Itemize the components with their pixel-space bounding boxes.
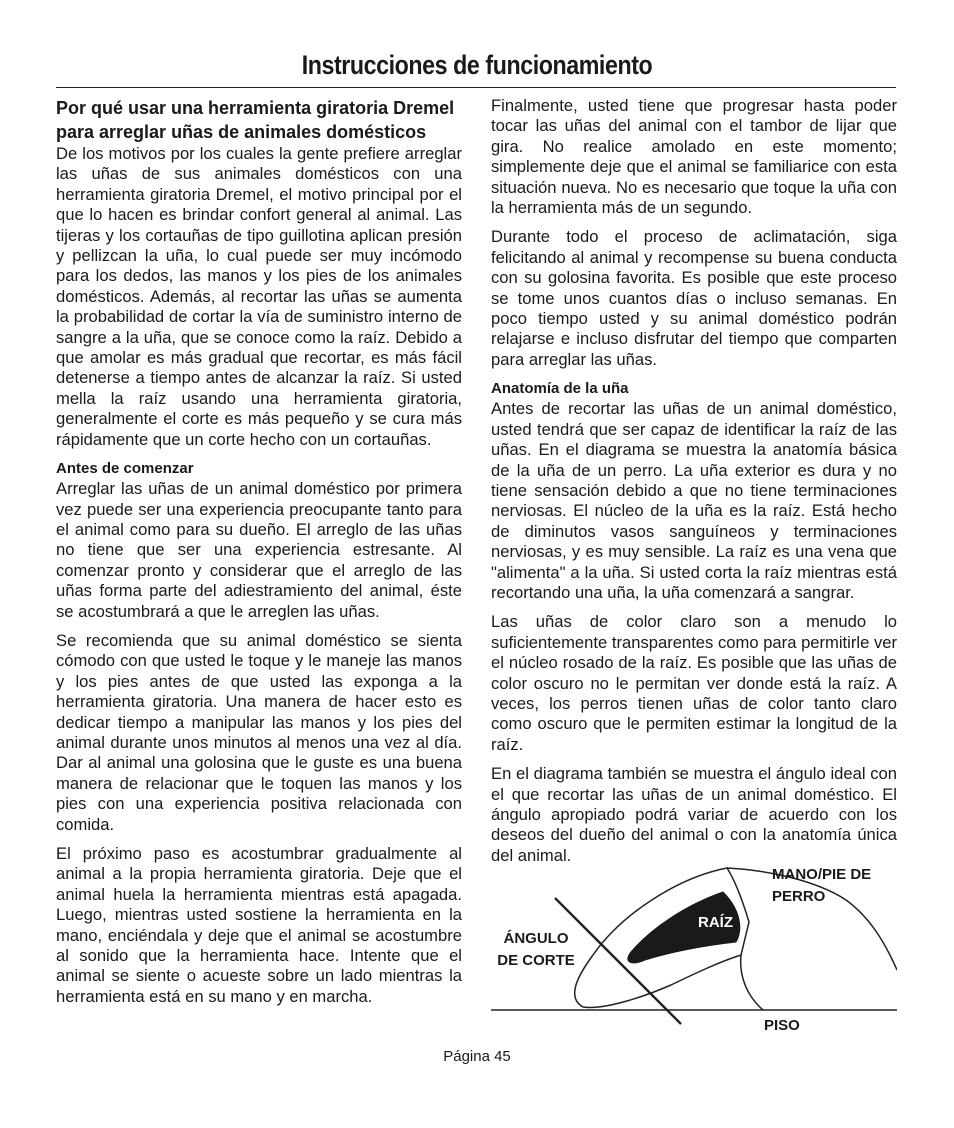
paragraph: El próximo paso es acostumbrar gradualmente al animal a la propia herramienta giratoria. Deje que el animal huela la herramienta mientras está apagada. Luego, mientras usted sostiene la herramienta en la mano, enciéndala y deje que el animal se acostumbre al sonido que la herramienta hace. Intente que el animal se siente o acueste sobre un lado mientras la herramienta está en su mano y en marcha. [56,844,462,1006]
paragraph: Finalmente, usted tiene que progresar hasta poder tocar las uñas del animal con el tambor de lijar que gira. No realice amolado en este momento; simplemente deje que el animal se familiarice con esta situación nueva. No es necesario que toque la uña con la herramienta más de un segundo. [491,96,897,218]
floor-label: PISO [764,1017,800,1034]
subheading-antes: Antes de comenzar [56,460,194,478]
paragraph: Se recomienda que su animal doméstico se sienta cómodo con que usted le toque y le maneje las manos y los pies antes de que usted las exponga a la herramienta giratoria. Una manera de hacer esto es dedicar tiempo a manipular las manos y los pies del animal durante unos minutos al menos una vez al día. Dar al animal una golosina que le guste es una buena manera de relacionar que le toquen las manos y los pies con una experiencia positiva relacionada con comida. [56,630,462,834]
paragraph: Antes de recortar las uñas de un animal doméstico, usted tendrá que ser capaz de identificar la raíz de las uñas. En el diagrama se muestra la anatomía básica de la uña de un perro. La uña exterior es dura y no tiene sensación debido a que no tiene terminaciones nerviosas. El núcleo de la uña es la raíz. Está hecho de diminutos vasos sanguíneos y terminaciones nerviosas, y es muy sensible. La raíz es una vena que "alimenta" a la uña. Si usted corta la raíz mientras está recortando una uña, la uña comenzará a sangrar. [491,399,897,602]
cut-angle-label: ÁNGULO DE CORTE [497,930,575,969]
paragraph: Arreglar las uñas de un animal doméstico por primera vez puede ser una experiencia preocupante tanto para el animal como para su dueño. El arreglo de las uñas no tiene que ser una experiencia estresante. Al comenzar pronto y considerar que el arreglo de las uñas forma parte del adiestramiento del animal, éste se acostumbrará a que le arreglen las uñas. [56,479,462,621]
intro-paragraph: De los motivos por los cuales la gente prefiere arreglar las uñas de sus animales domésticos con una herramienta giratoria Dremel, el motivo principal por el que lo hacen es brindar confort general al animal. Las tijeras y los cortauñas de tipo guillotina aplican presión y pellizcan la uña, lo cual puede ser muy incómodo para los dedos, las manos y los pies de los animales domésticos. Además, al recortar las uñas se aumenta la probabilidad de cortar la vía de suministro interno de sangre a la uña, que se conoce como la raíz. Debido a que amolar es más gradual que recortar, es más fácil detenerse a tiempo antes de alcanzar la raíz. Si usted mella la raíz usando una herramienta giratoria, generalmente el corte es más pequeño y se cura más rápidamente que un corte hecho con un cortauñas. [56,144,462,449]
nail-anatomy-diagram [491,860,897,1034]
paragraph: Durante todo el proceso de aclimatación, siga felicitando al animal y recompense su buena conducta con su golosina favorita. Es posible que este proceso se tome unos cuantos días o incluso semanas. En poco tiempo usted y su animal doméstico podrán relajarse e incluso disfrutar del tiempo que comparten para arreglar las uñas. [491,227,897,369]
root-label: RAÍZ [698,914,733,931]
paw-label: MANO/PIE DE PERRO [772,866,872,905]
section-heading: Por qué usar una herramienta giratoria Dremel para arreglar uñas de animales domésticos [56,98,455,142]
left-column [56,96,462,1007]
right-column [491,96,897,866]
title-rule [56,87,896,88]
paragraph: Las uñas de color claro son a menudo lo suficientemente transparentes como para permitirle ver el núcleo rosado de la raíz. Es posible que las uñas de color oscuro no le permitan ver donde está la raíz. A veces, los perros tienen uñas de color tanto claro como oscuro que le permiten estimar la longitud de la raíz. [491,612,897,754]
page-number: Página 45 [443,1048,511,1065]
subheading-anatomia: Anatomía de la uña [491,380,629,398]
page-title: Instrucciones de funcionamiento [301,50,653,80]
paragraph: En el diagrama también se muestra el ángulo ideal con el que recortar las uñas de un animal doméstico. El ángulo apropiado podrá variar de acuerdo con los deseos del dueño del animal o con la anatomía única del animal. [491,764,897,865]
